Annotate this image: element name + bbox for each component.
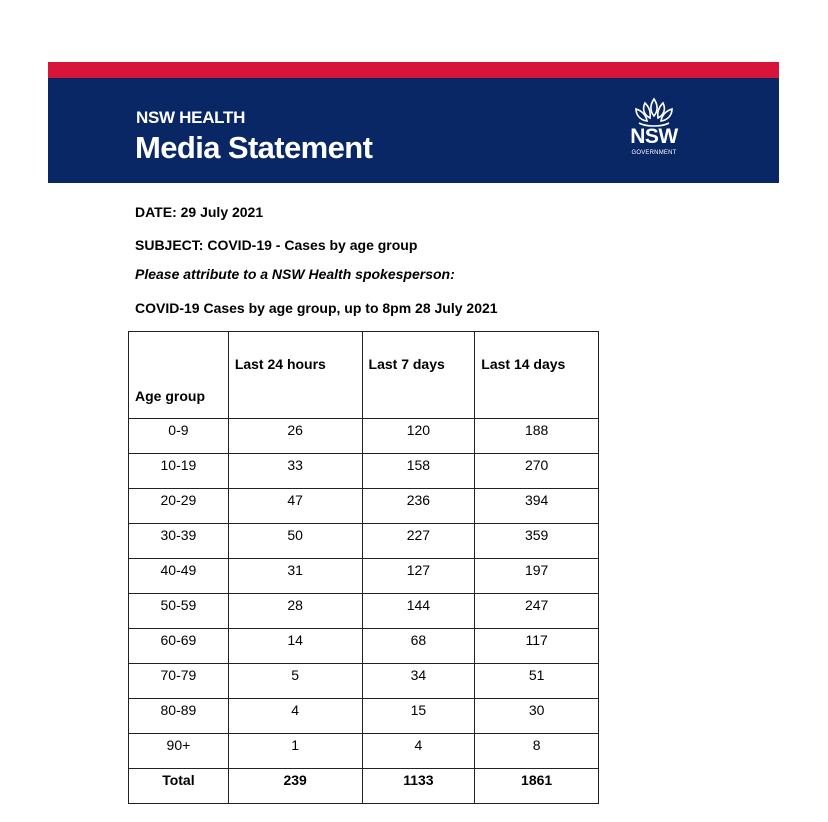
cases-by-age-table: [128, 331, 599, 804]
table-row: [129, 524, 599, 559]
statement-date: DATE: 29 July 2021: [135, 204, 264, 220]
age-group-cell: 20-29: [129, 489, 229, 524]
last-7-days-cell: 34: [362, 664, 475, 699]
total-last-24-hours: 239: [228, 769, 362, 804]
table-row: [129, 664, 599, 699]
table-row: [129, 734, 599, 769]
logo-subtitle: GOVERNMENT: [631, 150, 677, 156]
table-row: [129, 559, 599, 594]
age-group-cell: 30-39: [129, 524, 229, 559]
nsw-government-logo: [619, 96, 689, 166]
last-24-hours-cell: 4: [228, 699, 362, 734]
last-24-hours-cell: 26: [228, 419, 362, 454]
table-row: [129, 489, 599, 524]
organization-name: NSW HEALTH: [136, 108, 246, 127]
last-24-hours-cell: 31: [228, 559, 362, 594]
last-7-days-cell: 127: [362, 559, 475, 594]
accent-bar: [48, 62, 779, 78]
table-header-row: [129, 332, 599, 419]
table-row: [129, 594, 599, 629]
table-row: [129, 419, 599, 454]
header-last-7-days: Last 7 days: [362, 332, 475, 419]
age-group-cell: 0-9: [129, 419, 229, 454]
age-group-cell: 40-49: [129, 559, 229, 594]
header-last-24-hours: Last 24 hours: [228, 332, 362, 419]
age-group-cell: 70-79: [129, 664, 229, 699]
total-last-14-days: 1861: [475, 769, 599, 804]
age-group-cell: 80-89: [129, 699, 229, 734]
last-7-days-cell: 236: [362, 489, 475, 524]
total-label: Total: [129, 769, 229, 804]
last-14-days-cell: 197: [475, 559, 599, 594]
age-group-cell: 60-69: [129, 629, 229, 664]
last-14-days-cell: 394: [475, 489, 599, 524]
header-banner: [48, 78, 779, 183]
age-group-cell: 90+: [129, 734, 229, 769]
last-7-days-cell: 144: [362, 594, 475, 629]
last-24-hours-cell: 50: [228, 524, 362, 559]
last-14-days-cell: 247: [475, 594, 599, 629]
last-24-hours-cell: 47: [228, 489, 362, 524]
logo-wordmark: NSW: [630, 125, 678, 148]
last-14-days-cell: 188: [475, 419, 599, 454]
last-24-hours-cell: 1: [228, 734, 362, 769]
last-7-days-cell: 15: [362, 699, 475, 734]
table-row: [129, 629, 599, 664]
last-14-days-cell: 359: [475, 524, 599, 559]
last-7-days-cell: 120: [362, 419, 475, 454]
last-7-days-cell: 227: [362, 524, 475, 559]
last-24-hours-cell: 5: [228, 664, 362, 699]
header-last-14-days: Last 14 days: [475, 332, 599, 419]
total-last-7-days: 1133: [362, 769, 475, 804]
document-title: Media Statement: [135, 130, 373, 165]
last-24-hours-cell: 14: [228, 629, 362, 664]
table-total-row: [129, 769, 599, 804]
table-row: [129, 699, 599, 734]
table-row: [129, 454, 599, 489]
last-14-days-cell: 117: [475, 629, 599, 664]
last-14-days-cell: 8: [475, 734, 599, 769]
last-24-hours-cell: 33: [228, 454, 362, 489]
statement-subject: SUBJECT: COVID-19 - Cases by age group: [135, 237, 418, 253]
age-group-cell: 10-19: [129, 454, 229, 489]
attribution-note: Please attribute to a NSW Health spokesperson:: [135, 266, 455, 282]
last-14-days-cell: 51: [475, 664, 599, 699]
last-24-hours-cell: 28: [228, 594, 362, 629]
last-7-days-cell: 4: [362, 734, 475, 769]
age-group-cell: 50-59: [129, 594, 229, 629]
last-7-days-cell: 68: [362, 629, 475, 664]
last-7-days-cell: 158: [362, 454, 475, 489]
last-14-days-cell: 270: [475, 454, 599, 489]
header-age-group: Age group: [129, 332, 229, 419]
table-caption: COVID-19 Cases by age group, up to 8pm 28 July 2021: [135, 300, 498, 316]
last-14-days-cell: 30: [475, 699, 599, 734]
